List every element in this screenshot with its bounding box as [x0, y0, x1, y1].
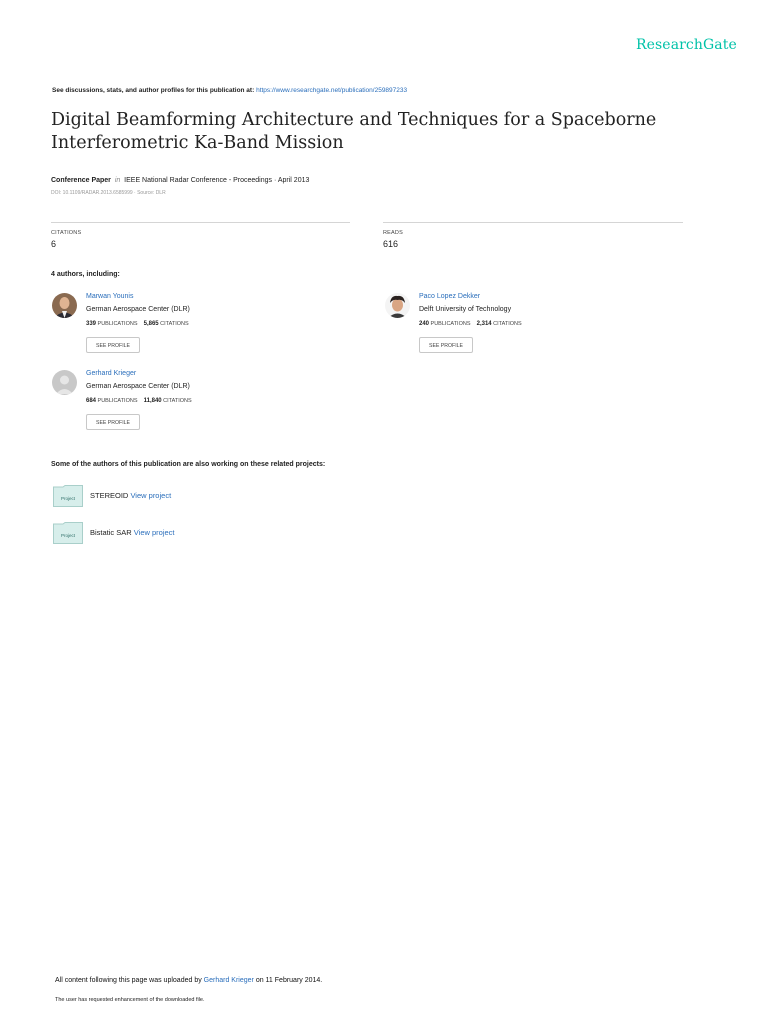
publication-url-link[interactable]: https://www.researchgate.net/publication/259897233: [256, 87, 408, 94]
author-stats: [86, 398, 192, 404]
doi-source: DOI: 10.1109/RADAR.2013.6585999 · Source: DLR: [51, 190, 166, 196]
view-project-link[interactable]: View project: [133, 528, 175, 537]
in-label: in: [114, 177, 121, 184]
author-institution: Delft University of Technology: [419, 306, 512, 313]
author-citations-label: CITATIONS: [163, 398, 192, 404]
reads-value: 616: [383, 239, 399, 249]
citations-count: 11,840: [143, 398, 162, 404]
upload-suffix: on 11 February 2014.: [255, 977, 323, 984]
view-project-link[interactable]: View project: [130, 491, 172, 500]
publications-label: PUBLICATIONS: [430, 321, 471, 327]
publications-label: PUBLICATIONS: [97, 398, 138, 404]
see-profile-button[interactable]: SEE PROFILE: [86, 414, 140, 430]
publications-count: 240: [419, 321, 430, 327]
enhancement-note: The user has requested enhancement of the downloaded file.: [55, 997, 205, 1003]
author-citations-label: CITATIONS: [493, 321, 522, 327]
upload-note: [55, 977, 322, 984]
title-line-1: Digital Beamforming Architecture and Techniques for a Spaceborne: [51, 110, 657, 130]
author-stats: [419, 321, 522, 327]
citations-count: 5,865: [143, 321, 159, 327]
author-institution: German Aerospace Center (DLR): [86, 383, 190, 390]
avatar[interactable]: [385, 293, 410, 318]
publications-count: 339: [86, 321, 97, 327]
project-item: [90, 528, 175, 537]
uploader-link[interactable]: Gerhard Krieger: [203, 977, 254, 984]
author-citations-label: CITATIONS: [160, 321, 189, 327]
page-title: [51, 109, 691, 155]
publications-count: 684: [86, 398, 97, 404]
avatar[interactable]: [52, 293, 77, 318]
author-name-link[interactable]: Paco Lopez Dekker: [419, 293, 481, 300]
authors-heading: 4 authors, including:: [51, 271, 120, 278]
divider-left: [51, 222, 350, 223]
conference-line: [51, 177, 309, 184]
publications-label: PUBLICATIONS: [97, 321, 138, 327]
reads-label: READS: [383, 230, 403, 236]
avatar-placeholder-icon[interactable]: [52, 370, 77, 395]
author-name-link[interactable]: Marwan Younis: [86, 293, 134, 300]
see-profile-button[interactable]: SEE PROFILE: [86, 337, 140, 353]
project-icon-label: Project: [60, 533, 76, 538]
citations-label: CITATIONS: [51, 230, 82, 236]
discussions-line: [52, 87, 407, 94]
citations-value: 6: [51, 239, 57, 249]
upload-prefix: All content following this page was uploaded by: [55, 977, 202, 984]
citations-count: 2,314: [476, 321, 492, 327]
related-projects-heading: Some of the authors of this publication are also working on these related projects:: [51, 461, 326, 468]
researchgate-logo[interactable]: ResearchGate: [636, 37, 737, 53]
project-folder-icon: [53, 485, 83, 505]
author-institution: German Aerospace Center (DLR): [86, 306, 190, 313]
venue: IEEE National Radar Conference - Proceedings · April 2013: [124, 177, 310, 184]
divider-right: [383, 222, 683, 223]
project-name: Bistatic SAR: [90, 528, 132, 537]
author-stats: [86, 321, 189, 327]
see-profile-button[interactable]: SEE PROFILE: [419, 337, 473, 353]
paper-type: Conference Paper: [51, 177, 111, 184]
project-item: [90, 491, 171, 500]
discussions-prefix: See discussions, stats, and author profiles for this publication at:: [52, 87, 255, 94]
project-folder-icon: [53, 522, 83, 542]
project-name: STEREOID: [90, 491, 129, 500]
project-icon-label: Project: [60, 496, 76, 501]
title-line-2: Interferometric Ka-Band Mission: [51, 133, 344, 153]
author-name-link[interactable]: Gerhard Krieger: [86, 370, 137, 377]
